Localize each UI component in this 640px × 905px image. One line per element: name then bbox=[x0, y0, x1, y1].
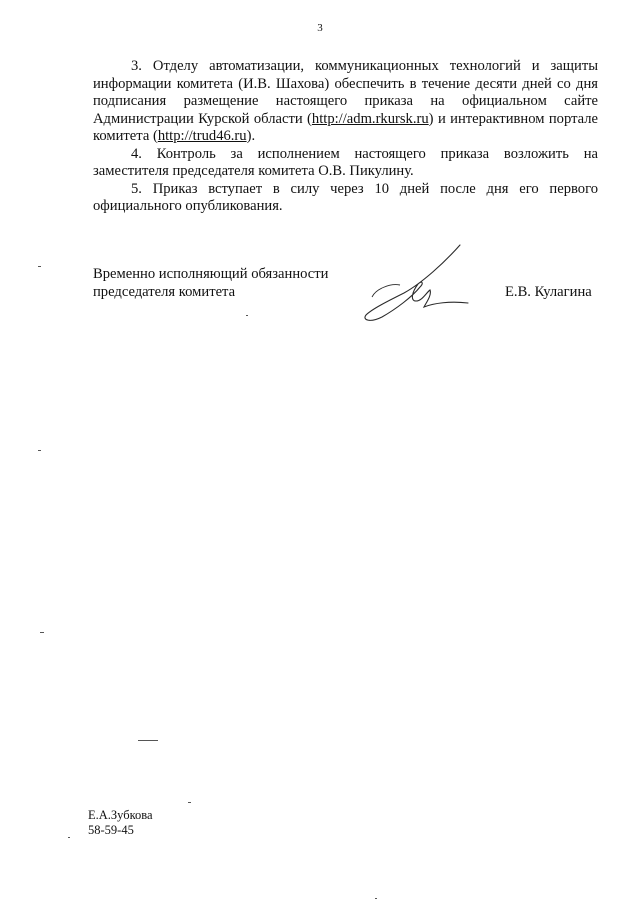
signature-position-line-1: Временно исполняющий обязанности bbox=[93, 266, 329, 282]
paragraph-4: 4. Контроль за исполнением настоящего приказа возложить на заместителя председателя комитета О.В. Пикулину. bbox=[93, 145, 598, 179]
scan-speck bbox=[40, 632, 44, 633]
paragraph-3-text-start: 3. Отделу автоматизации, коммуникационных технологий и защиты информации комитета (И.В. Шахова) обеспечить в течение десяти дней со дня подписания размещение настоящего приказа на официальном сайте Администрации Курской области ( bbox=[93, 58, 598, 127]
paragraph-5: 5. Приказ вступает в силу через 10 дней после дня его первого официального опубликования. bbox=[93, 180, 598, 214]
signature-position bbox=[93, 266, 328, 301]
page-number: 3 bbox=[317, 22, 323, 34]
paragraph-3-text-end: ). bbox=[246, 128, 256, 144]
scan-speck bbox=[68, 837, 70, 838]
paragraph-3-text-middle: ) и интерактивном портале комитета ( bbox=[93, 110, 598, 144]
executor-info bbox=[88, 808, 153, 838]
executor-name: Е.А.Зубкова bbox=[88, 808, 153, 822]
link-adm-rkursk[interactable]: http://adm.rkursk.ru bbox=[311, 110, 429, 127]
handwritten-signature bbox=[360, 243, 472, 323]
paragraph-3 bbox=[93, 58, 598, 146]
signature-position-line-2: председателя комитета bbox=[93, 283, 236, 300]
scan-speck bbox=[38, 450, 41, 451]
scan-speck bbox=[188, 802, 191, 803]
executor-phone: 58-59-45 bbox=[88, 823, 134, 837]
scan-speck bbox=[246, 315, 248, 316]
link-trud46[interactable]: http://trud46.ru bbox=[157, 128, 247, 144]
document-body bbox=[93, 58, 598, 216]
signer-name: Е.В. Кулагина bbox=[505, 284, 592, 300]
scan-speck bbox=[38, 266, 41, 267]
scan-speck bbox=[138, 740, 158, 741]
scan-speck bbox=[375, 898, 377, 899]
